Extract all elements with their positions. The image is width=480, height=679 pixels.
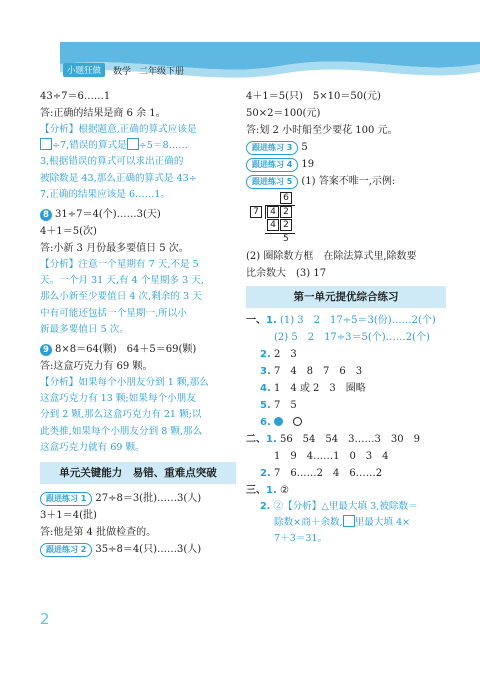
analysis-line: 新最多要值日 5 次。 [40, 323, 129, 335]
analysis-line: 7＋3＝31。 [274, 533, 328, 545]
text-line: 43÷7＝6……1 [40, 91, 111, 102]
header [0, 0, 480, 90]
section-heading: 单元关键能力 易错、重难点突破 [40, 462, 236, 484]
text-line: 4＋1＝5(次) [40, 226, 97, 238]
product-cell: 2 [280, 219, 292, 231]
dividend-cell: 4 [267, 206, 279, 218]
product-cell: 4 [267, 219, 279, 231]
quotient-cell: 6 [280, 192, 292, 204]
right-column [246, 88, 446, 548]
analysis-line: 7,正确的结果应该是 6……1。 [40, 188, 170, 200]
analysis-line: 【分析】注意一个星期有 7 天,不是 5 [40, 259, 199, 271]
analysis-line: 那么小新至少要值日 4 次,剩余的 3 天 [40, 291, 202, 303]
text-line: 50×2＝100(元) [246, 108, 321, 119]
page-number: 2 [40, 610, 50, 628]
text-line: 比余数大 (3) 17 [246, 268, 327, 279]
filled-circle-icon [274, 417, 283, 426]
text-line: 答:划 2 小时船至少要花 100 元。 [246, 125, 398, 136]
analysis-line: 【分析】如果每个小朋友分到 1 颗,那么 [40, 377, 209, 389]
left-column [40, 88, 236, 558]
blank-box [40, 138, 52, 150]
answer-row: (2) 5 2 17÷3＝5(个)……2(个) [274, 332, 430, 343]
practice-badge: 跟进练习 4 [246, 158, 298, 172]
empty-circle-icon [293, 417, 302, 426]
remainder: 5 [283, 234, 289, 244]
practice-2: 跟进练习 2 35÷8＝4(只)……3(人) [40, 541, 236, 558]
text-line: 答:这盒巧克力有 69 颗。 [40, 361, 153, 373]
practice-1: 跟进练习 1 27÷8＝3(批)……3(人) [40, 490, 236, 507]
analysis-line: 3,根据错误的算式可以求出正确的 [40, 156, 184, 168]
practice-badge: 跟进练习 1 [40, 492, 92, 506]
answer-row: 二、1. 56 54 54 3……3 30 9 [246, 434, 420, 445]
blank-box [343, 515, 355, 527]
practice-3: 跟进练习 3 5 [246, 139, 446, 156]
analysis-line: ÷7,错误的算式是 ÷5＝8…… [40, 138, 236, 154]
analysis-line: 2. ②【分析】△里最大填 3,被除数＝ [260, 501, 418, 512]
analysis-line: 被除数是 43,那么正确的算式是 43÷ [40, 172, 197, 184]
text-line: (2) 圈除数方框 在除法算式里,除数要 [246, 251, 417, 262]
answer-row: 6. [246, 414, 446, 431]
answer-row: 2. 7 6……2 4 6……2 [260, 468, 383, 479]
question-number: 8 [40, 209, 52, 221]
practice-4: 跟进练习 4 19 [246, 156, 446, 173]
answer-row: 3. 7 4 8 7 6 3 [260, 366, 363, 377]
text-line: 答:他是第 4 批做检查的。 [40, 527, 157, 539]
answer-row: 4. 1 4 或 2 3 圈略 [260, 383, 366, 394]
analysis-line: 分到 2 颗,那么这盒巧克力有 21 颗;以 [40, 409, 202, 421]
text-line: 答:正确的结果是商 6 余 1。 [40, 108, 166, 119]
analysis-line: 天。一个月 31 天,有 4 个星期多 3 天, [40, 275, 204, 287]
divisor-cell: 7 [250, 206, 262, 218]
long-division-diagram [246, 192, 306, 248]
answer-row: 5. 7 5 [260, 400, 297, 411]
question-9: 9 8×8＝64(颗) 64＋5＝69(颗) [40, 341, 236, 358]
analysis-line: 这盒巧克力有 13 颗;如果每个小朋友 [40, 393, 196, 405]
brand-tag: 小题狂做 [63, 63, 105, 77]
answer-row: 三、1. ② [246, 485, 289, 496]
question-8: 8 31÷7＝4(个)……3(天) [40, 206, 236, 223]
practice-badge: 跟进练习 3 [246, 141, 298, 155]
grade: 二年级下册 [139, 66, 185, 77]
analysis-line: 这盒巧克力就有 69 颗。 [40, 441, 145, 453]
analysis-line: 【分析】根据题意,正确的算式应该是 [40, 124, 197, 135]
answer-row: 2. 2 3 [260, 349, 297, 360]
question-number: 9 [40, 344, 52, 356]
answer-row: 1 9 4……1 0 3 4 [274, 451, 389, 462]
header-title [63, 63, 184, 77]
analysis-line: 除数×商＋余数, 里最大填 4× [274, 517, 411, 529]
text-line: 答:小新 3 月份最多要值日 5 次。 [40, 243, 189, 255]
analysis-line: 中有可能还包括一个星期一,所以小 [40, 307, 187, 319]
practice-5: 跟进练习 5 (1) 答案不唯一,示例: [246, 173, 446, 190]
section-heading: 第一单元提优综合练习 [246, 286, 446, 308]
text-line: 3＋1＝4(批) [40, 510, 97, 522]
practice-badge: 跟进练习 5 [246, 175, 298, 189]
practice-badge: 跟进练习 2 [40, 543, 92, 557]
answer-row: 一、1. (1) 3 2 17÷5＝3(份)……2(个) [246, 315, 436, 326]
text-line: 4＋1＝5(只) 5×10＝50(元) [246, 91, 381, 102]
subject: 数学 [113, 66, 132, 77]
blank-box [127, 138, 139, 150]
analysis-line: 此类推,如果每个小朋友分到 8 颗,那么 [40, 425, 203, 437]
division-rule [265, 233, 295, 234]
dividend-cell: 2 [280, 206, 292, 218]
division-bracket-side [265, 205, 266, 219]
